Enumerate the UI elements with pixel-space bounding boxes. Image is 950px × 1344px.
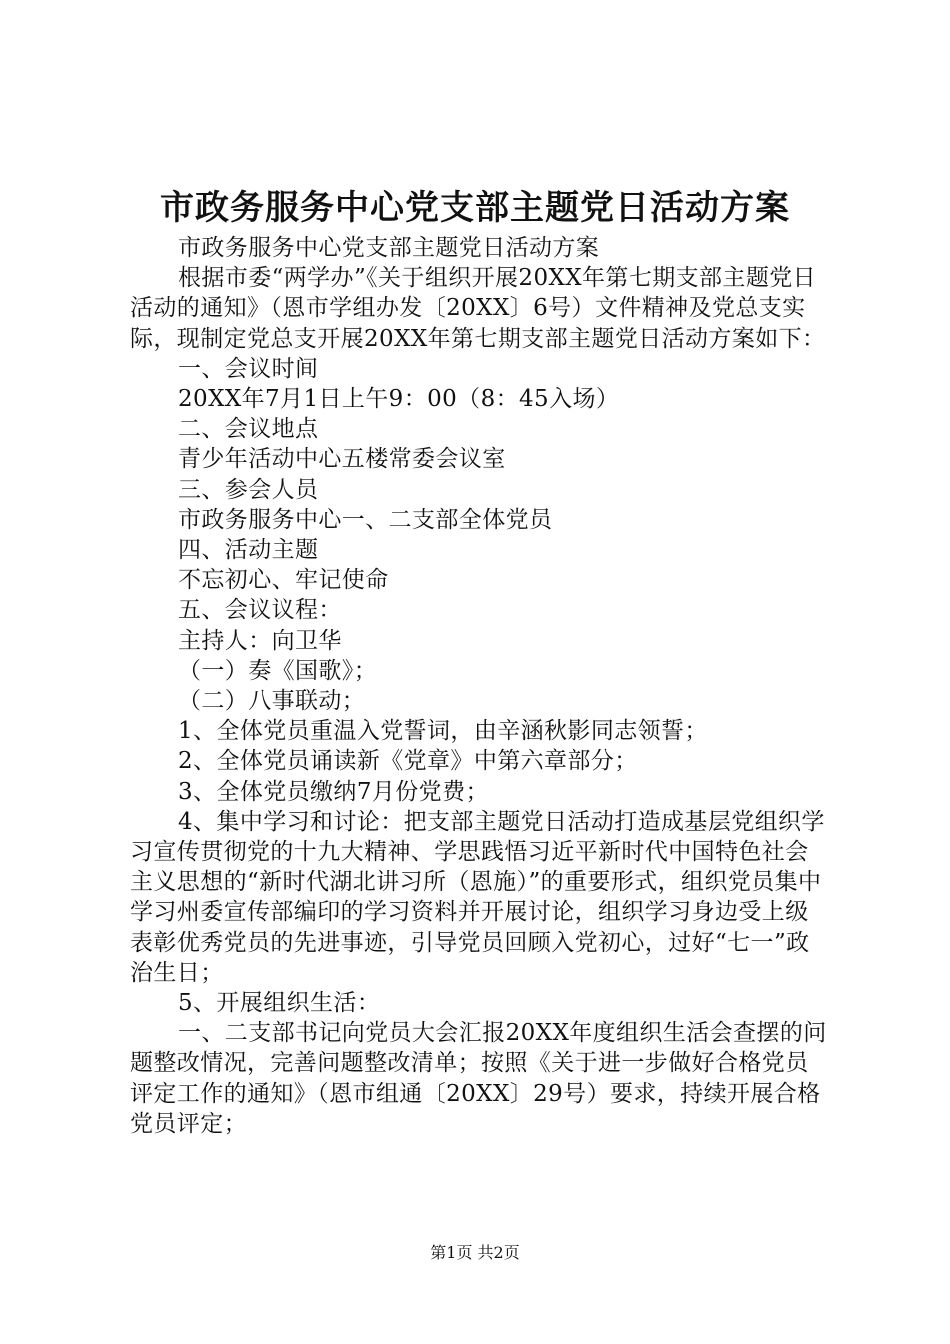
body-paragraph: 市政务服务中心一、二支部全体党员 [178,506,553,533]
body-paragraph: 不忘初心、牢记使命 [178,567,389,594]
section-heading: 四、活动主题 [178,537,319,564]
document-body [130,233,830,1139]
body-paragraph: （一）奏《国歌》； [178,657,378,684]
body-paragraph: 5、开展组织生活： [178,990,381,1017]
page-footer: 第1页 共2页 [430,1243,520,1262]
body-paragraph: 4、集中学习和讨论：把支部主题党日活动打造成基层党组织学习宣传贯彻党的十九大精神、学思践悟习近平新时代中国特色社会主义思想的“新时代湖北讲习所（恩施）”的重要形式，组织党员集中学习州委宣传部编印的学习资料并开展讨论，组织学习身边受上级表彰优秀党员的先进事迹，引导党员回顾入党初心，过好“七一”政治生日； [130,808,825,986]
section-heading: 一、会议时间 [178,355,319,382]
body-paragraph: 2、全体党员诵读新《党章》中第六章部分； [178,748,638,775]
body-paragraph: 主持人：向卫华 [178,627,342,654]
body-paragraph: （二）八事联动； [178,688,366,715]
section-heading: 三、参会人员 [178,476,319,503]
body-paragraph: 一、二支部书记向党员大会汇报20XX年度组织生活会查摆的问题整改情况，完善问题整改清单；按照《关于进一步做好合格党员评定工作的通知》（恩市组通〔20XX〕29号）要求，持续开展合格党员评定； [130,1020,827,1137]
body-paragraph: 青少年活动中心五楼常委会议室 [178,446,506,473]
document-title: 市政务服务中心党支部主题党日活动方案 [160,188,790,228]
body-paragraph: 20XX年7月1日上午9：00（8：45入场） [178,386,620,413]
section-heading: 二、会议地点 [178,416,319,443]
section-heading: 五、会议议程： [178,597,342,624]
body-paragraph: 3、全体党员缴纳7月份党费； [178,778,489,805]
body-paragraph: 根据市委“两学办”《关于组织开展20XX年第七期支部主题党日活动的通知》（恩市学组办发〔20XX〕6号）文件精神及党总支实际，现制定党总支开展20XX年第七期支部主题党日活动方案如下： [130,265,826,352]
body-paragraph: 市政务服务中心党支部主题党日活动方案 [178,235,600,261]
body-paragraph: 1、全体党员重温入党誓词，由辛涵秋影同志领誓； [178,718,708,745]
